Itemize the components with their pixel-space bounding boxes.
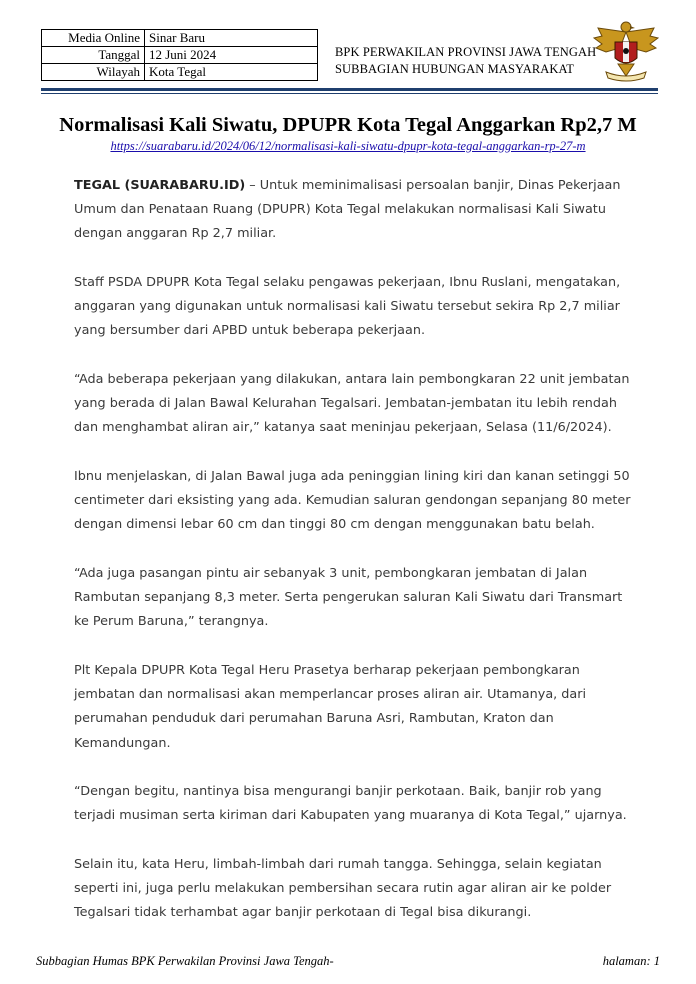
article-paragraph-5: “Ada juga pasangan pintu air sebanyak 3 unit, pembongkaran jembatan di Jalan Rambutan sepanjang 8,3 meter. Serta pengerukan saluran Kali Siwatu dari Transmart ke Perum Baruna,” terangnya. [74, 566, 623, 630]
article-body [74, 174, 634, 950]
date-label: Tanggal [42, 47, 145, 64]
article-paragraph-7: “Dengan begitu, nantinya bisa mengurangi banjir perkotaan. Baik, banjir rob yang terjadi musiman serta kiriman dari Kabupaten yang muaranya di Kota Tegal,” ujarnya. [74, 784, 627, 824]
org-header [335, 44, 596, 78]
region-row [42, 64, 318, 81]
org-line-1: BPK PERWAKILAN PROVINSI JAWA TENGAH [335, 45, 597, 59]
region-label: Wilayah [42, 64, 145, 81]
media-value: Sinar Baru [145, 30, 318, 47]
article-paragraph-8: Selain itu, kata Heru, limbah-limbah dari rumah tangga. Sehingga, selain kegiatan seperti ini, juga perlu melakukan pembersihan secara rutin agar aliran air ke polder Tegalsari tidak terhambat agar banjir perkotaan di Tegal bisa dikurangi. [74, 857, 612, 921]
header-rule-thin [41, 93, 658, 94]
media-info-table [41, 29, 318, 81]
article-source-link[interactable]: https://suarabaru.id/2024/06/12/normalisasi-kali-siwatu-dpupr-kota-tegal-anggarkan-rp-27-m [110, 139, 586, 153]
garuda-emblem-icon [590, 18, 662, 84]
article-title: Normalisasi Kali Siwatu, DPUPR Kota Tegal Anggarkan Rp2,7 M [59, 114, 637, 136]
header-rule-thick [41, 88, 658, 91]
media-row [42, 30, 318, 47]
date-value: 12 Juni 2024 [145, 47, 318, 64]
article-paragraph-3: “Ada beberapa pekerjaan yang dilakukan, antara lain pembongkaran 22 unit jembatan yang berada di Jalan Bawal Kelurahan Tegalsari. Jembatan-jembatan itu lebih rendah dan menghambat aliran air,” katanya saat meninjau pekerjaan, Selasa (11/6/2024). [74, 372, 630, 436]
media-label: Media Online [42, 30, 145, 47]
article-paragraph-4: Ibnu menjelaskan, di Jalan Bawal juga ada peninggian lining kiri dan kanan setinggi 50 centimeter dari eksisting yang ada. Kemudian saluran gendongan sepanjang 80 meter dengan dimensi lebar 60 cm dan tinggi 80 cm dengan menggunakan batu belah. [74, 469, 631, 533]
footer-department: Subbagian Humas BPK Perwakilan Provinsi Jawa Tengah- [36, 954, 334, 968]
article-paragraph-1 [74, 174, 634, 247]
footer-page-number: halaman: 1 [602, 954, 660, 968]
date-row [42, 47, 318, 64]
article-paragraph-6: Plt Kepala DPUPR Kota Tegal Heru Prasetya berharap pekerjaan pembongkaran jembatan dan normalisasi akan memperlancar proses aliran air. Utamanya, dari perumahan penduduk dari perumahan Baruna Asri, Rambutan, Kraton dan Kemandungan. [74, 663, 587, 751]
article-paragraph-1-text: – Untuk meminimalisasi persoalan banjir, Dinas Pekerjaan Umum dan Penataan Ruang (DPUPR) Kota Tegal melakukan normalisasi Kali Siwatu dengan anggaran Rp 2,7 miliar. [74, 178, 621, 242]
article-paragraph-2: Staff PSDA DPUPR Kota Tegal selaku pengawas pekerjaan, Ibnu Ruslani, mengatakan, anggaran yang digunakan untuk normalisasi kali Siwatu tersebut sekira Rp 2,7 miliar yang bersumber dari APBD untuk beberapa pekerjaan. [74, 275, 621, 339]
org-line-2: SUBBAGIAN HUBUNGAN MASYARAKAT [335, 62, 575, 76]
article-dateline: TEGAL (SUARABARU.ID) [74, 178, 246, 193]
region-value: Kota Tegal [145, 64, 318, 81]
